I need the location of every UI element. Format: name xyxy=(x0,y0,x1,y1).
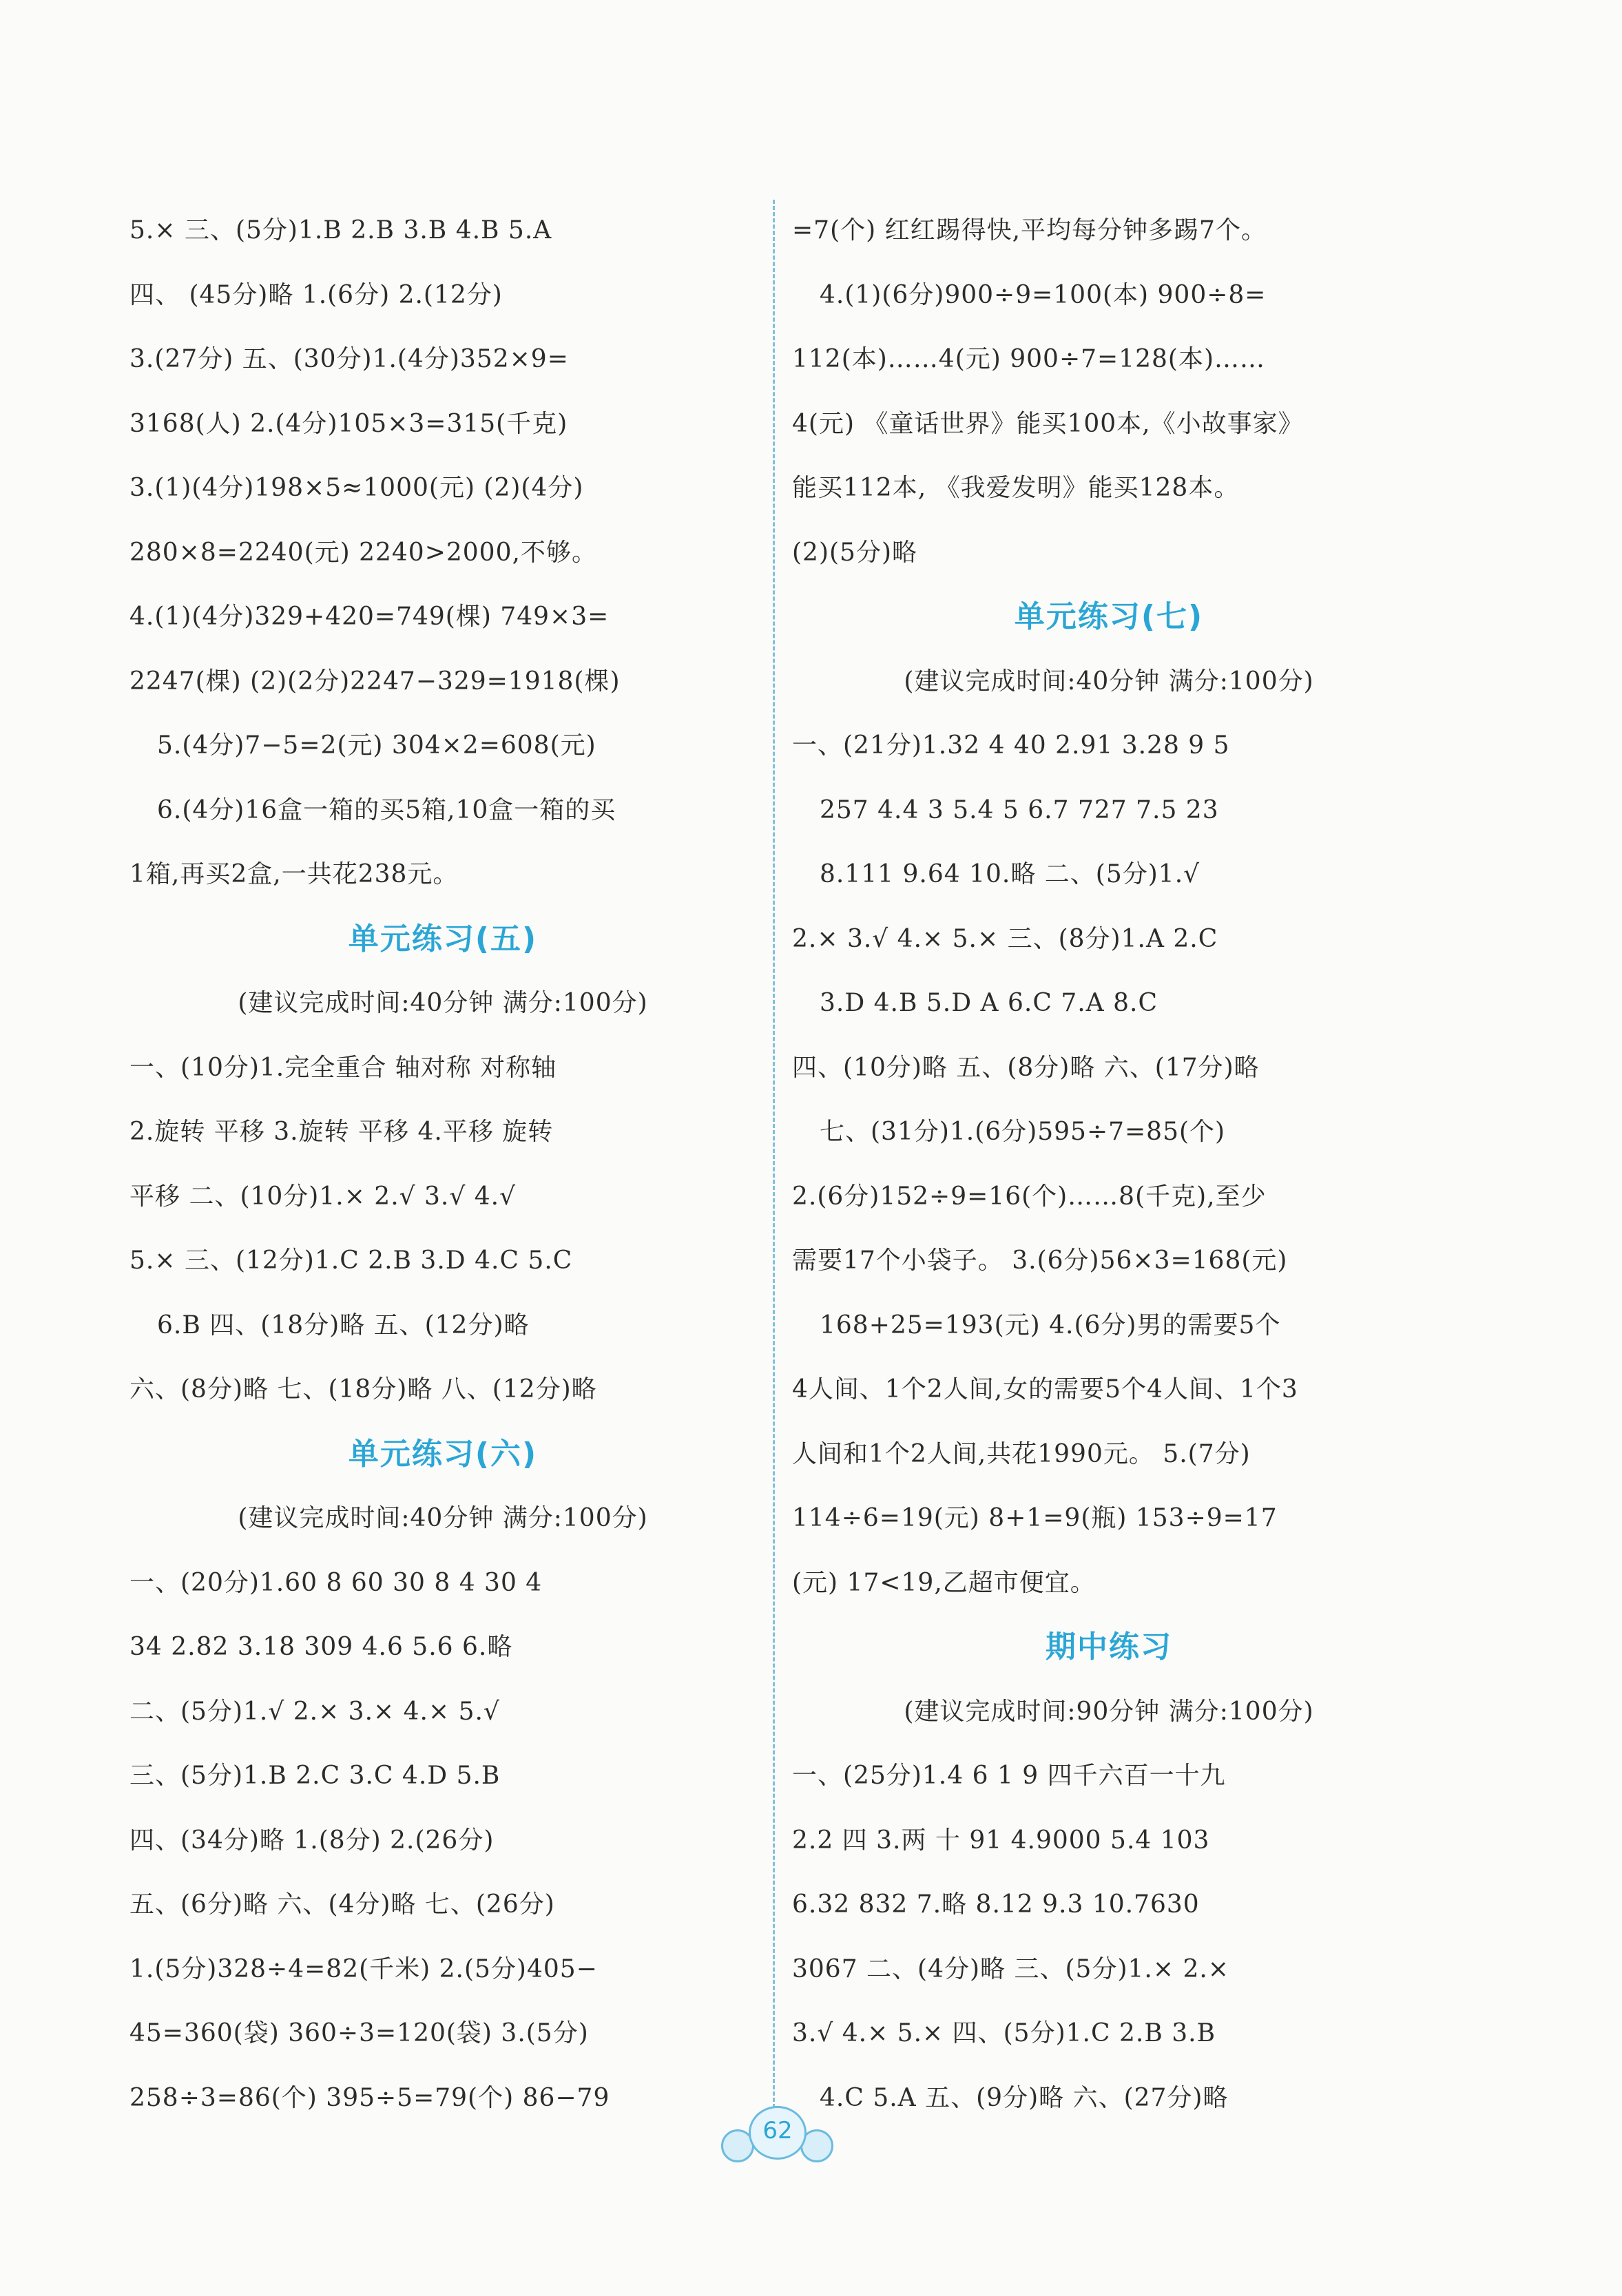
answer-line: 4.(1)(4分)329+420=749(棵) 749×3= xyxy=(129,603,610,631)
answer-line: 2.(6分)152÷9=16(个)……8(千克),至少 xyxy=(792,1182,1267,1211)
answer-line: 2.× 3.√ 4.× 5.× 三、(8分)1.A 2.C xyxy=(792,924,1218,953)
answer-line: 四、(34分)略 1.(8分) 2.(26分) xyxy=(129,1826,495,1855)
answer-line: 平移 二、(10分)1.× 2.√ 3.√ 4.√ xyxy=(129,1182,517,1211)
answer-line: 人间和1个2人间,共花1990元。 5.(7分) xyxy=(792,1439,1251,1468)
page-number-badge xyxy=(714,2100,838,2162)
answer-line: =7(个) 红红踢得快,平均每分钟多踢7个。 xyxy=(792,216,1267,244)
answer-line: 280×8=2240(元) 2240>2000,不够。 xyxy=(129,538,597,567)
section-heading: 期中练习 xyxy=(1046,1629,1172,1664)
answer-line: 4.C 5.A 五、(9分)略 六、(27分)略 xyxy=(820,2083,1229,2112)
answer-line: 45=360(袋) 360÷3=120(袋) 3.(5分) xyxy=(129,2019,589,2047)
answer-line: 能买112本, 《我爱发明》能买128本。 xyxy=(792,474,1240,502)
answer-line: 168+25=193(元) 4.(6分)男的需要5个 xyxy=(820,1311,1281,1339)
answer-line: 4(元) 《童话世界》能买100本,《小故事家》 xyxy=(792,409,1304,438)
answer-line: 1.(5分)328÷4=82(千米) 2.(5分)405− xyxy=(129,1954,598,1983)
answer-line: 一、(25分)1.4 6 1 9 四千六百一十九 xyxy=(792,1762,1226,1790)
answer-line: 114÷6=19(元) 8+1=9(瓶) 153÷9=17 xyxy=(792,1504,1278,1532)
section-heading: 单元练习(六) xyxy=(348,1436,538,1472)
column-divider xyxy=(773,200,775,2114)
section-subtitle: (建议完成时间:90分钟 满分:100分) xyxy=(904,1697,1314,1726)
answer-line: 6.B 四、(18分)略 五、(12分)略 xyxy=(157,1311,530,1339)
page-number: 62 xyxy=(762,2117,793,2144)
answer-line: 2.旋转 平移 3.旋转 平移 4.平移 旋转 xyxy=(129,1118,554,1146)
answer-line: 四、 (45分)略 1.(6分) 2.(12分) xyxy=(129,280,503,309)
answer-line: 258÷3=86(个) 395÷5=79(个) 86−79 xyxy=(129,2083,610,2112)
answer-line: 3.(27分) 五、(30分)1.(4分)352×9= xyxy=(129,345,569,373)
answer-line: 一、(10分)1.完全重合 轴对称 对称轴 xyxy=(129,1053,557,1082)
answer-line: 3.(1)(4分)198×5≈1000(元) (2)(4分) xyxy=(129,474,584,502)
answer-line: 七、(31分)1.(6分)595÷7=85(个) xyxy=(820,1118,1226,1146)
answer-line: (元) 17<19,乙超市便宜。 xyxy=(792,1568,1096,1597)
answer-line: 需要17个小袋子。 3.(6分)56×3=168(元) xyxy=(792,1246,1288,1275)
answer-line: 3168(人) 2.(4分)105×3=315(千克) xyxy=(129,409,568,438)
answer-line: 5.× 三、(12分)1.C 2.B 3.D 4.C 5.C xyxy=(129,1246,573,1275)
answer-line: 2247(棵) (2)(2分)2247−329=1918(棵) xyxy=(129,667,621,696)
answer-line: (2)(5分)略 xyxy=(792,538,917,567)
section-heading: 单元练习(七) xyxy=(1014,599,1204,634)
answer-line: 8.111 9.64 10.略 二、(5分)1.√ xyxy=(820,860,1200,888)
answer-line: 112(本)……4(元) 900÷7=128(本)…… xyxy=(792,345,1265,373)
left-column xyxy=(129,198,756,2130)
answer-line: 五、(6分)略 六、(4分)略 七、(26分) xyxy=(129,1890,555,1919)
answer-line: 6.32 832 7.略 8.12 9.3 10.7630 xyxy=(792,1890,1200,1919)
answer-line: 三、(5分)1.B 2.C 3.C 4.D 5.B xyxy=(129,1762,501,1790)
answer-line: 5.× 三、(5分)1.B 2.B 3.B 4.B 5.A xyxy=(129,216,552,244)
answer-line: 一、(21分)1.32 4 40 2.91 3.28 9 5 xyxy=(792,731,1230,760)
section-subtitle: (建议完成时间:40分钟 满分:100分) xyxy=(904,667,1314,696)
answer-line: 二、(5分)1.√ 2.× 3.× 4.× 5.√ xyxy=(129,1697,500,1726)
answer-line: 3.D 4.B 5.D A 6.C 7.A 8.C xyxy=(820,989,1158,1017)
answer-line: 四、(10分)略 五、(8分)略 六、(17分)略 xyxy=(792,1053,1260,1082)
answer-line: 2.2 四 3.两 十 91 4.9000 5.4 103 xyxy=(792,1826,1210,1855)
answer-line: 6.(4分)16盒一箱的买5箱,10盒一箱的买 xyxy=(157,795,616,824)
answer-line: 4.(1)(6分)900÷9=100(本) 900÷8= xyxy=(820,280,1267,309)
answer-line: 34 2.82 3.18 309 4.6 5.6 6.略 xyxy=(129,1633,513,1661)
answer-line: 4人间、1个2人间,女的需要5个4人间、1个3 xyxy=(792,1375,1298,1403)
section-subtitle: (建议完成时间:40分钟 满分:100分) xyxy=(238,989,648,1017)
section-heading: 单元练习(五) xyxy=(348,921,538,957)
section-subtitle: (建议完成时间:40分钟 满分:100分) xyxy=(238,1504,648,1532)
answer-line: 3067 二、(4分)略 三、(5分)1.× 2.× xyxy=(792,1954,1229,1983)
answer-line: 1箱,再买2盒,一共花238元。 xyxy=(129,860,459,888)
right-column xyxy=(792,198,1426,2130)
answer-line: 5.(4分)7−5=2(元) 304×2=608(元) xyxy=(157,731,596,760)
answer-line: 一、(20分)1.60 8 60 30 8 4 30 4 xyxy=(129,1568,543,1597)
answer-line: 257 4.4 3 5.4 5 6.7 727 7.5 23 xyxy=(820,795,1219,824)
answer-line: 3.√ 4.× 5.× 四、(5分)1.C 2.B 3.B xyxy=(792,2019,1216,2047)
answer-line: 六、(8分)略 七、(18分)略 八、(12分)略 xyxy=(129,1375,597,1403)
